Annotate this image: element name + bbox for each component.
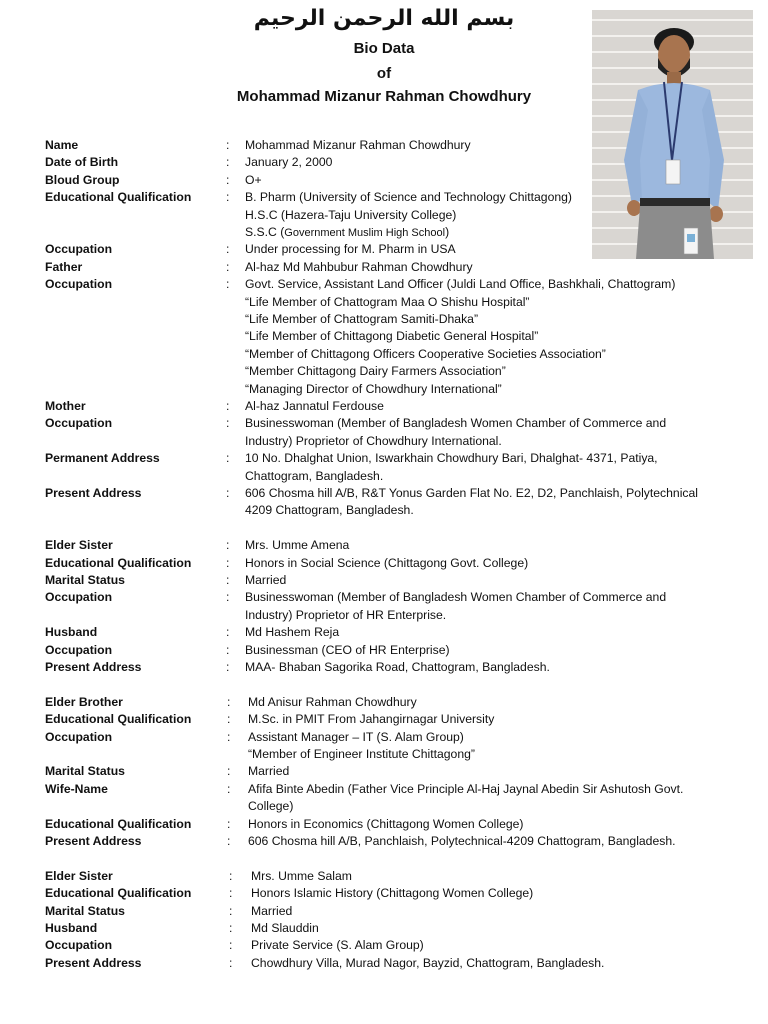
field-separator: : [226, 138, 230, 152]
field-value: O+ [245, 172, 262, 187]
field-value: Md Hashem Reja [245, 625, 340, 640]
field-value: S.S.C (Government Muslim High School) [245, 225, 450, 239]
field-label: Wife-Name [45, 781, 108, 796]
field-label: Mother [45, 399, 86, 413]
field-label: Father [45, 259, 83, 274]
field-value: Under processing for M. Pharm in USA [245, 242, 456, 257]
field-separator: : [226, 590, 230, 605]
field-value: Honors Islamic History (Chittagong Women College) [251, 886, 534, 901]
field-separator: : [227, 781, 231, 796]
field-value: MAA- Bhaban Sagorika Road, Chattogram, Bangladesh. [245, 660, 550, 674]
field-value: Mrs. Umme Amena [245, 538, 350, 553]
field-label: Occupation [45, 590, 113, 605]
field-separator: : [226, 155, 230, 170]
field-value: Md Slauddin [251, 921, 319, 935]
field-separator: : [226, 416, 230, 431]
field-value: Assistant Manager – IT (S. Alam Group) [248, 729, 464, 744]
field-value: “Member of Chittagong Officers Cooperative Societies Association” [245, 346, 606, 361]
field-label: Educational Qualification [45, 816, 192, 831]
doc-title: Bio Data [353, 40, 415, 57]
field-value: Al-haz Jannatul Ferdouse [245, 399, 384, 413]
field-value: Chowdhury Villa, Murad Nagor, Bayzid, Chattogram, Bangladesh. [251, 955, 605, 970]
field-value: Honors in Social Science (Chittagong Govt. College) [245, 555, 529, 570]
doc-person-name: Mohammad Mizanur Rahman Chowdhury [236, 88, 532, 105]
field-label: Husband [45, 921, 98, 935]
field-separator: : [226, 538, 230, 553]
field-separator: : [226, 486, 230, 500]
field-value: Govt. Service, Assistant Land Officer (Juldi Land Office, Bashkhali, Chattogram) [245, 277, 676, 292]
field-separator: : [226, 172, 230, 187]
field-label: Educational Qualification [45, 555, 192, 570]
field-value: Private Service (S. Alam Group) [251, 938, 424, 953]
field-separator: : [226, 660, 230, 674]
field-value: January 2, 2000 [245, 155, 333, 170]
field-label: Marital Status [45, 764, 125, 779]
field-label: Permanent Address [45, 451, 160, 466]
field-label: Educational Qualification [45, 886, 192, 901]
field-separator: : [229, 886, 233, 901]
field-value: 4209 Chattogram, Bangladesh. [245, 503, 414, 518]
field-label: Elder Brother [45, 694, 123, 709]
field-separator: : [227, 712, 231, 727]
field-label: Marital Status [45, 573, 125, 587]
field-value: “Managing Director of Chowdhury International” [245, 381, 502, 396]
field-separator: : [226, 399, 230, 413]
field-value: Mrs. Umme Salam [251, 868, 352, 883]
field-separator: : [227, 834, 231, 848]
field-label: Bloud Group [45, 172, 120, 187]
field-separator: : [226, 625, 230, 640]
field-label: Educational Qualification [45, 712, 192, 727]
field-separator: : [226, 555, 230, 570]
field-value: Mohammad Mizanur Rahman Chowdhury [245, 138, 471, 152]
field-separator: : [229, 955, 233, 970]
field-value: Married [248, 764, 290, 779]
doc-of: of [376, 65, 392, 82]
field-label: Husband [45, 625, 98, 640]
field-value: Businesswoman (Member of Bangladesh Women Chamber of Commerce and [245, 590, 667, 605]
field-separator: : [226, 190, 230, 205]
field-value: B. Pharm (University of Science and Technology Chittagong) [245, 190, 572, 205]
field-separator: : [227, 694, 231, 709]
field-value: Md Anisur Rahman Chowdhury [248, 694, 417, 709]
field-label: Present Address [45, 955, 142, 970]
field-value: 606 Chosma hill A/B, Panchlaish, Polytechnical-4209 Chattogram, Bangladesh. [248, 834, 676, 848]
field-label: Name [45, 138, 79, 152]
field-value: Businessman (CEO of HR Enterprise) [245, 642, 450, 657]
field-value: Afifa Binte Abedin (Father Vice Principle Al-Haj Jaynal Abedin Sir Ashutosh Govt. [248, 781, 684, 796]
field-value: Industry) Proprietor of HR Enterprise. [245, 607, 447, 622]
field-value: Industry) Proprietor of Chowdhury International. [245, 433, 502, 448]
field-separator: : [229, 921, 233, 935]
field-separator: : [229, 868, 233, 883]
field-value: Al-haz Md Mahbubur Rahman Chowdhury [245, 259, 473, 274]
field-label: Occupation [45, 938, 113, 953]
field-label: Occupation [45, 277, 113, 292]
field-value: Married [245, 573, 287, 587]
field-label: Occupation [45, 642, 113, 657]
field-value: 10 No. Dhalghat Union, Iswarkhain Chowdhury Bari, Dhalghat- 4371, Patiya, [245, 451, 658, 466]
field-value: College) [248, 799, 294, 814]
field-label: Elder Sister [45, 538, 113, 553]
field-label: Marital Status [45, 903, 125, 918]
field-value: M.Sc. in PMIT From Jahangirnagar University [248, 712, 495, 727]
field-value: Honors in Economics (Chittagong Women College) [248, 816, 524, 831]
field-label: Educational Qualification [45, 190, 192, 205]
field-separator: : [226, 642, 230, 657]
field-label: Occupation [45, 242, 113, 257]
field-label: Date of Birth [45, 155, 119, 170]
bismillah: بسم الله الرحمن الرحيم [253, 6, 515, 31]
field-value: “Life Member of Chittagong Diabetic General Hospital” [245, 329, 539, 344]
field-separator: : [229, 903, 233, 918]
field-label: Occupation [45, 416, 113, 431]
field-value: Businesswoman (Member of Bangladesh Women Chamber of Commerce and [245, 416, 667, 431]
field-label: Present Address [45, 486, 142, 500]
field-label: Occupation [45, 729, 113, 744]
field-label: Elder Sister [45, 868, 113, 883]
field-separator: : [227, 764, 231, 779]
field-separator: : [226, 277, 230, 292]
field-separator: : [226, 451, 230, 466]
field-value: “Member of Engineer Institute Chittagong” [248, 747, 475, 761]
field-value: H.S.C (Hazera-Taju University College) [245, 207, 457, 222]
field-separator: : [226, 573, 230, 587]
field-label: Present Address [45, 834, 142, 848]
field-separator: : [229, 938, 233, 953]
field-value: “Life Member of Chattogram Maa O Shishu Hospital” [245, 294, 530, 309]
field-value: Married [251, 903, 293, 918]
field-separator: : [226, 259, 230, 274]
field-value: Chattogram, Bangladesh. [245, 468, 384, 483]
field-value: “Life Member of Chattogram Samiti-Dhaka” [245, 312, 478, 326]
field-value: 606 Chosma hill A/B, R&T Yonus Garden Flat No. E2, D2, Panchlaish, Polytechnical [245, 486, 698, 500]
field-value: “Member Chittagong Dairy Farmers Association” [245, 364, 506, 379]
field-label: Present Address [45, 660, 142, 674]
field-separator: : [227, 816, 231, 831]
field-separator: : [227, 729, 231, 744]
field-separator: : [226, 242, 230, 257]
